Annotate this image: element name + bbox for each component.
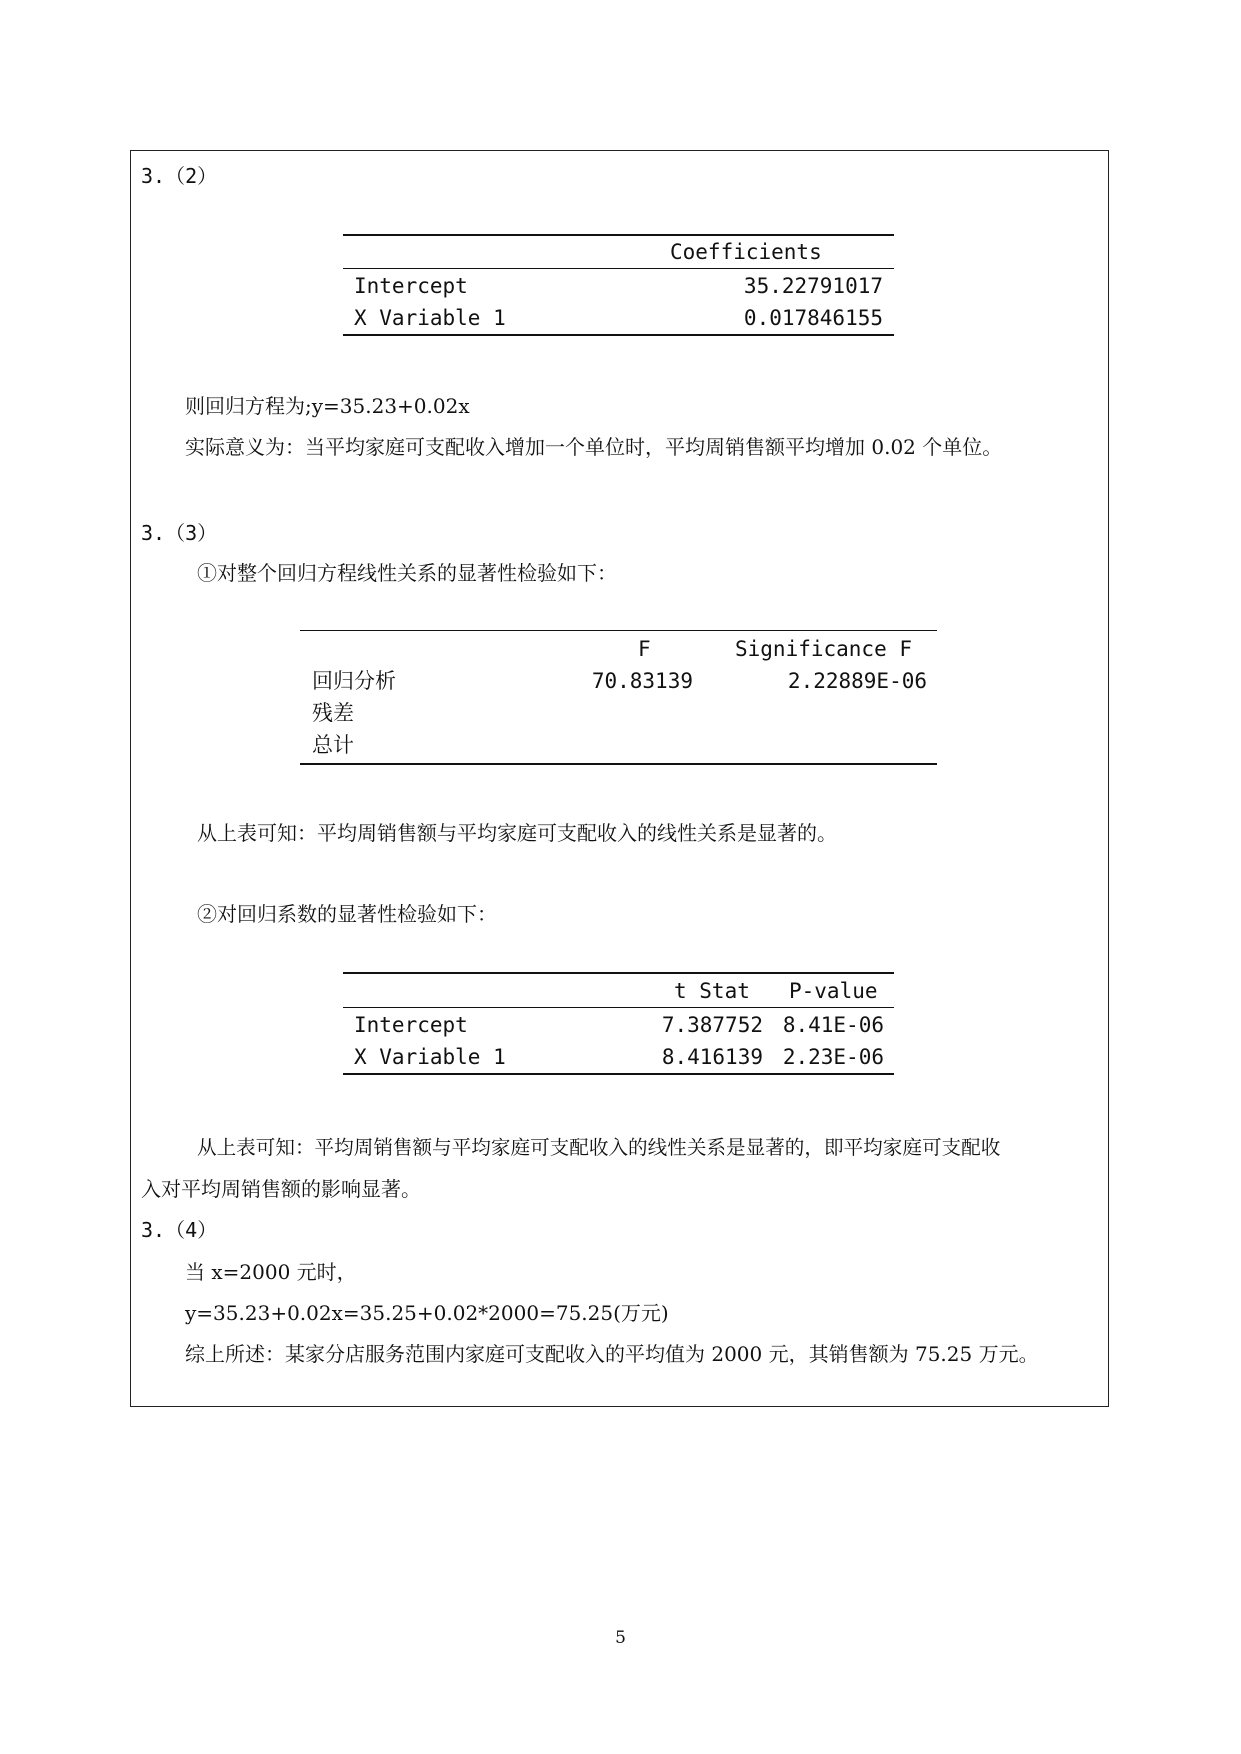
column-header-p-value: P-value <box>789 979 878 1003</box>
column-header-t-stat: t Stat <box>674 979 750 1003</box>
table-top-rule <box>300 630 937 631</box>
ttest-conclusion-line-2: 入对平均周销售额的影响显著。 <box>141 1177 421 1201</box>
table-row <box>300 729 937 761</box>
ttest-table <box>343 972 894 1075</box>
f-value: 70.83139 <box>591 669 693 693</box>
row-label: Intercept <box>354 274 468 298</box>
table-header-row <box>300 633 937 665</box>
table-bottom-rule <box>343 334 894 336</box>
significance-value: 2.22889E-06 <box>787 669 927 693</box>
practical-meaning: 实际意义为：当平均家庭可支配收入增加一个单位时，平均周销售额平均增加 0.02 个单位。 <box>185 435 1003 459</box>
regression-equation: 则回归方程为;y=35.23+0.02x <box>185 394 470 418</box>
table-header-row <box>343 975 894 1007</box>
column-header-significance-f: Significance F <box>735 637 913 661</box>
table-header-rule <box>343 268 894 269</box>
table-row <box>343 1009 894 1041</box>
row-label: X Variable 1 <box>354 306 506 330</box>
t-stat-value: 8.416139 <box>661 1045 763 1069</box>
table-row <box>343 1041 894 1073</box>
table-row <box>300 665 937 697</box>
row-label: 残差 <box>312 701 354 725</box>
prediction-summary: 综上所述：某家分店服务范围内家庭可支配收入的平均值为 2000 元，其销售额为 75.25 万元。 <box>185 1342 1039 1366</box>
table-row <box>343 270 894 302</box>
table-row <box>300 697 937 729</box>
prediction-calculation: y=35.23+0.02x=35.25+0.02*2000=75.25(万元) <box>185 1301 669 1325</box>
table-bottom-rule <box>343 1073 894 1075</box>
section-heading-3-4: 3.（4） <box>141 1218 218 1242</box>
anova-table <box>300 630 937 766</box>
row-label: 总计 <box>312 733 354 757</box>
row-label: X Variable 1 <box>354 1045 506 1069</box>
column-header-coefficients: Coefficients <box>670 240 822 264</box>
column-header-f: F <box>638 637 651 661</box>
answer-box <box>130 150 1109 1407</box>
p-value: 8.41E-06 <box>782 1013 884 1037</box>
table-header-row <box>343 236 894 268</box>
coefficient-value: 35.22791017 <box>743 274 883 298</box>
ttest-intro: ②对回归系数的显著性检验如下： <box>197 902 497 926</box>
row-label: 回归分析 <box>312 669 396 693</box>
prediction-condition: 当 x=2000 元时， <box>185 1260 357 1284</box>
table-header-rule <box>343 1007 894 1008</box>
coefficients-table <box>343 234 894 336</box>
table-top-rule <box>343 972 894 974</box>
section-heading-3-2: 3.（2） <box>141 164 218 188</box>
p-value: 2.23E-06 <box>782 1045 884 1069</box>
ttest-conclusion-line-1: 从上表可知：平均周销售额与平均家庭可支配收入的线性关系是显著的，即平均家庭可支配收 <box>197 1136 1001 1159</box>
anova-intro: ①对整个回归方程线性关系的显著性检验如下： <box>197 561 617 585</box>
table-bottom-rule <box>300 763 937 765</box>
anova-conclusion: 从上表可知：平均周销售额与平均家庭可支配收入的线性关系是显著的。 <box>197 821 837 845</box>
t-stat-value: 7.387752 <box>661 1013 763 1037</box>
page-number: 5 <box>615 1628 626 1648</box>
section-heading-3-3: 3.（3） <box>141 521 218 545</box>
table-row <box>343 302 894 334</box>
row-label: Intercept <box>354 1013 468 1037</box>
coefficient-value: 0.017846155 <box>743 306 883 330</box>
